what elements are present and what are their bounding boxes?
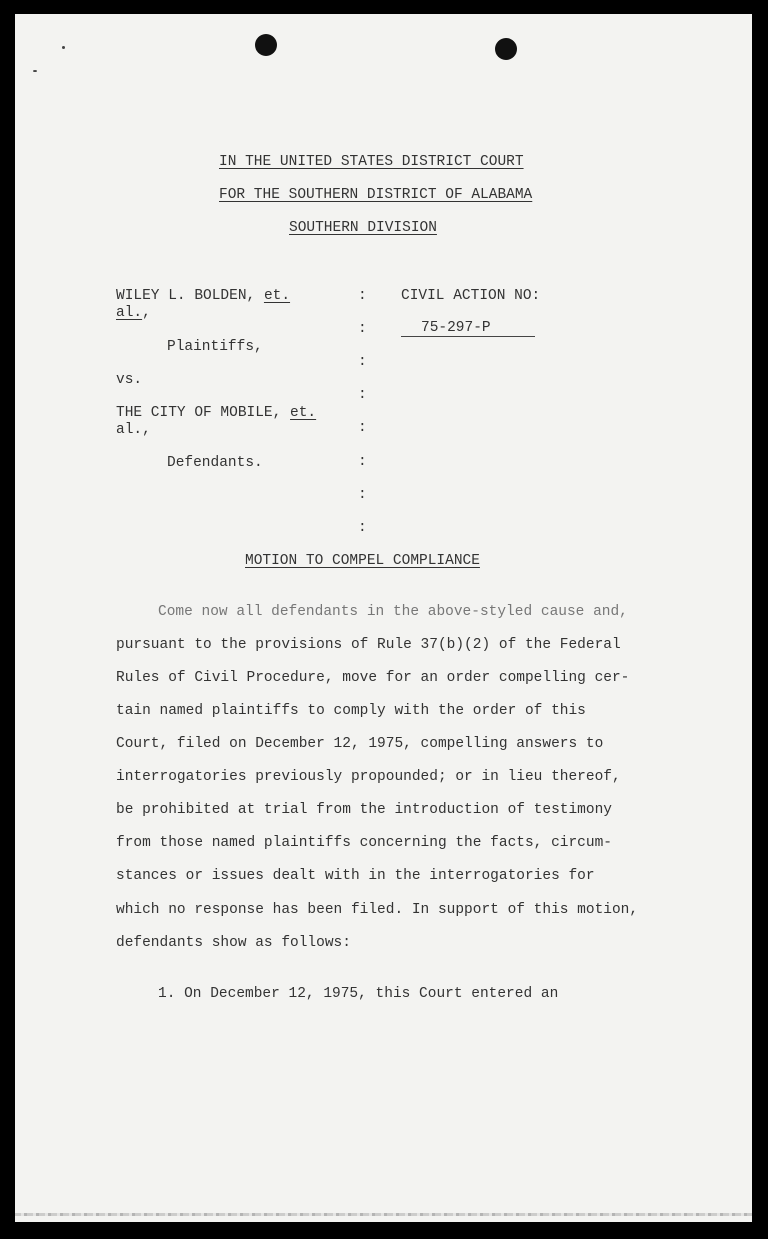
body-line-1: Come now all defendants in the above-styled cause and, <box>158 604 628 620</box>
defendant-role: Defendants. <box>167 455 263 471</box>
versus: vs. <box>116 372 143 388</box>
plaintiff-et: et. <box>263 288 291 304</box>
body-line-2: pursuant to the provisions of Rule 37(b)(2) of the Federal <box>116 637 621 653</box>
punch-hole-left <box>255 34 277 56</box>
plaintiff-name <box>116 288 290 305</box>
body-line-5: Court, filed on December 12, 1975, compelling answers to <box>116 736 604 752</box>
body-line-6: interrogatories previously propounded; or in lieu thereof, <box>116 769 621 785</box>
civil-action-number-line <box>401 336 535 337</box>
body-line-10: which no response has been filed. In support of this motion, <box>116 902 639 918</box>
defendant-al: al., <box>116 422 151 438</box>
separator-colon: : <box>358 288 367 304</box>
court-caption-line-2: FOR THE SOUTHERN DISTRICT OF ALABAMA <box>219 187 533 203</box>
separator-colon: : <box>358 420 367 436</box>
body-line-11: defendants show as follows: <box>116 935 351 951</box>
civil-action-number: 75-297-P <box>421 320 491 336</box>
plaintiff-al <box>116 305 151 322</box>
court-caption-line-1: IN THE UNITED STATES DISTRICT COURT <box>219 154 524 170</box>
body-line-8: from those named plaintiffs concerning the facts, circum- <box>116 835 612 851</box>
body-line-9: stances or issues dealt with in the interrogatories for <box>116 868 595 884</box>
plaintiff-al-text: al. <box>116 305 143 321</box>
paper-speck <box>62 46 65 49</box>
separator-colon: : <box>358 454 367 470</box>
separator-colon: : <box>358 354 367 370</box>
page-bottom-edge <box>15 1213 752 1216</box>
body-line-4: tain named plaintiffs to comply with the order of this <box>116 703 586 719</box>
paper-speck <box>33 70 37 72</box>
numbered-item-1: 1. On December 12, 1975, this Court entered an <box>158 986 559 1002</box>
civil-action-label: CIVIL ACTION NO: <box>401 288 541 304</box>
plaintiff-role: Plaintiffs, <box>167 339 263 355</box>
body-line-3: Rules of Civil Procedure, move for an order compelling cer- <box>116 670 630 686</box>
body-line-7: be prohibited at trial from the introduction of testimony <box>116 802 612 818</box>
defendant-name <box>116 405 316 422</box>
defendant-et: et. <box>290 405 317 421</box>
punch-hole-right <box>495 38 517 60</box>
court-caption-line-3: SOUTHERN DIVISION <box>289 220 437 236</box>
defendant-name-text: THE CITY OF MOBILE, <box>116 405 291 421</box>
separator-colon: : <box>358 487 367 503</box>
plaintiff-name-text: WILEY L. BOLDEN, <box>116 288 264 304</box>
document-page <box>15 14 752 1222</box>
plaintiff-al-comma: , <box>142 305 151 321</box>
separator-colon: : <box>358 520 367 536</box>
separator-colon: : <box>358 321 367 337</box>
motion-title: MOTION TO COMPEL COMPLIANCE <box>245 553 480 569</box>
separator-colon: : <box>358 387 367 403</box>
